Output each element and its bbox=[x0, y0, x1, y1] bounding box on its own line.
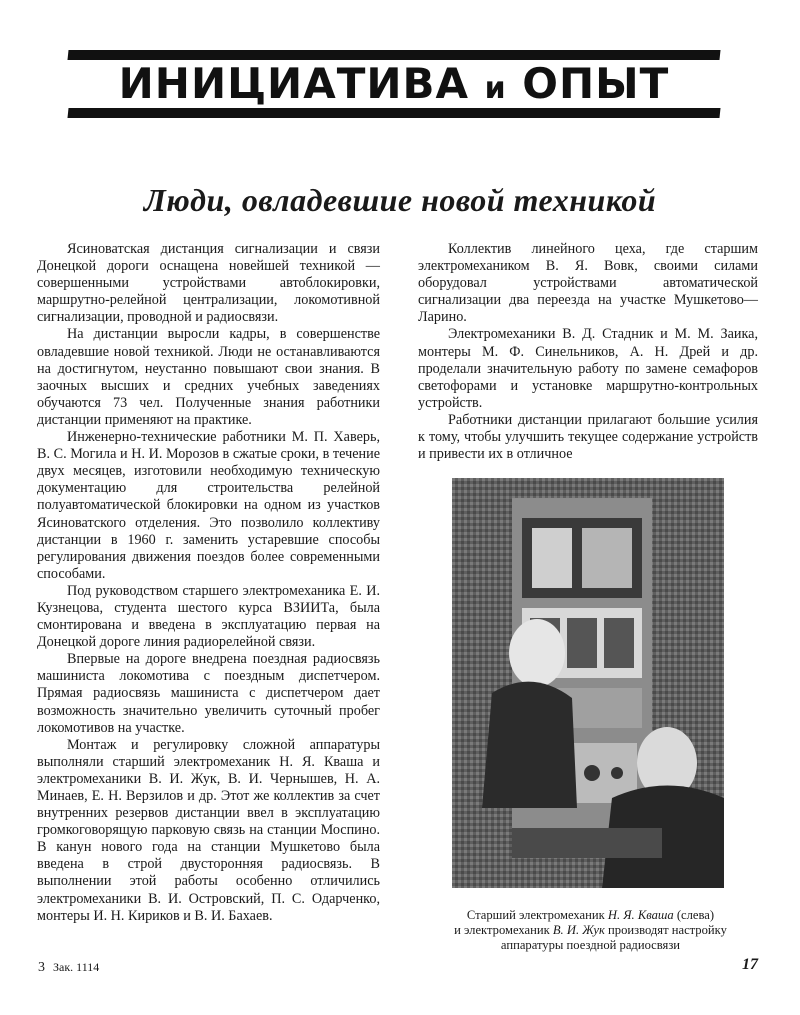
right-column bbox=[418, 241, 758, 463]
section-banner bbox=[68, 46, 720, 122]
paragraph: Монтаж и регулировку сложной аппаратуры выполняли старший электромеханик Н. Я. Кваша и электромеханики В. И. Жук, В. И. Чернышев, Н. А. Минаев, Е. Н. Верзилов и др. Этот же коллектив за счет внутренних резервов дистанции ввел в эксплуатацию громкоговорящую парковую связь на станции Моспино. В канун нового года на станции Мушкетово была введена в строй двусторонняя радиосвязь. В выполнении этой работы особенно отличились электромеханики В. И. Островский, П. С. Одарченко, монтеры И. Н. Кириков и В. И. Бахаев. bbox=[37, 736, 380, 924]
paragraph: Впервые на дороге внедрена поездная радиосвязь машиниста локомотива с поездным диспетчером. Прямая радиосвязь машиниста с диспетчером дает возможность значительно увеличить суточный пробег локомотивов на участке. bbox=[37, 651, 380, 736]
photo-radio-equipment bbox=[452, 478, 724, 888]
left-column bbox=[37, 241, 380, 925]
caption-person-name: Н. Я. Кваша bbox=[607, 908, 674, 922]
article-headline: Люди, овладевшие новой техникой bbox=[143, 182, 657, 218]
banner-bottom-bar bbox=[67, 108, 720, 118]
caption-line2 bbox=[418, 923, 763, 938]
caption-line1 bbox=[418, 908, 763, 923]
photo-illustration bbox=[452, 478, 724, 888]
paragraph: Электромеханики В. Д. Стадник и М. М. Заика, монтеры М. Ф. Синельников, А. Н. Дрей и др. проделали значительную работу по замене семафоров светофорами и установке маршрутно-контрольных устройств. bbox=[418, 326, 758, 411]
paragraph: Под руководством старшего электромеханика Е. И. Кузнецова, студента шестого курса ВЗИИТа, была смонтирована и введена в эксплуатацию первая на Донецкой дороге линия радиорелейной связи. bbox=[37, 582, 380, 651]
paragraph: На дистанции выросли кадры, в совершенстве овладевшие новой техникой. Люди не останавливаются на достигнутом, неустанно повышают свои знания. В заочных высших и средних учебных заведениях обучаются 73 чел. Полученные знания работники дистанции применяют на практике. bbox=[37, 326, 380, 428]
caption-person-name: В. И. Жук bbox=[552, 923, 605, 937]
page-number: 17 bbox=[742, 956, 758, 973]
sheet-number: 3 bbox=[38, 960, 45, 975]
caption-text: Старший электромеханик bbox=[466, 908, 608, 922]
caption-text: (слева) bbox=[673, 908, 715, 922]
caption-text: производят настройку bbox=[604, 923, 727, 937]
section-title-word1: ИНИЦИАТИВА bbox=[118, 59, 485, 108]
paragraph: Инженерно-технические работники М. П. Хаверь, В. С. Могила и Н. И. Морозов в сжатые сроки, в течение двух месяцев, изготовили необходимую техническую документацию для строительства релейной полуавтоматической блокировки на одном из участков Ясиноватского отделения. Это позволило коллективу дистанции в 1960 г. заменить устаревшие способы регулирования движения поездов более современными способами. bbox=[37, 429, 380, 582]
section-title-conjunction: и bbox=[484, 71, 507, 106]
section-title-word2: ОПЫТ bbox=[506, 59, 670, 108]
caption-text: и электромеханик bbox=[454, 923, 553, 937]
paragraph: Ясиноватская дистанция сигнализации и связи Донецкой дороги оснащена новейшей техникой — совершенными устройствами автоблокировки, маршрутно-релейной централизации, локомотивной сигнализации, проводной и радиосвязи. bbox=[37, 241, 380, 326]
paragraph: Коллектив линейного цеха, где старшим электромехаником В. Я. Вовк, своими силами оборудовал устройствами автоматической сигнализации два переезда на участке Мушкетово—Ларино. bbox=[418, 241, 758, 326]
caption-line3: аппаратуры поездной радиосвязи bbox=[500, 938, 681, 952]
paragraph: Работники дистанции прилагают большие усилия к тому, чтобы улучшить текущее содержание устройств и привести их в отличное bbox=[418, 411, 758, 463]
photo-caption bbox=[418, 908, 763, 953]
section-title bbox=[68, 60, 720, 108]
order-number: Зак. 1114 bbox=[53, 960, 100, 974]
footer-print-info bbox=[38, 960, 99, 976]
